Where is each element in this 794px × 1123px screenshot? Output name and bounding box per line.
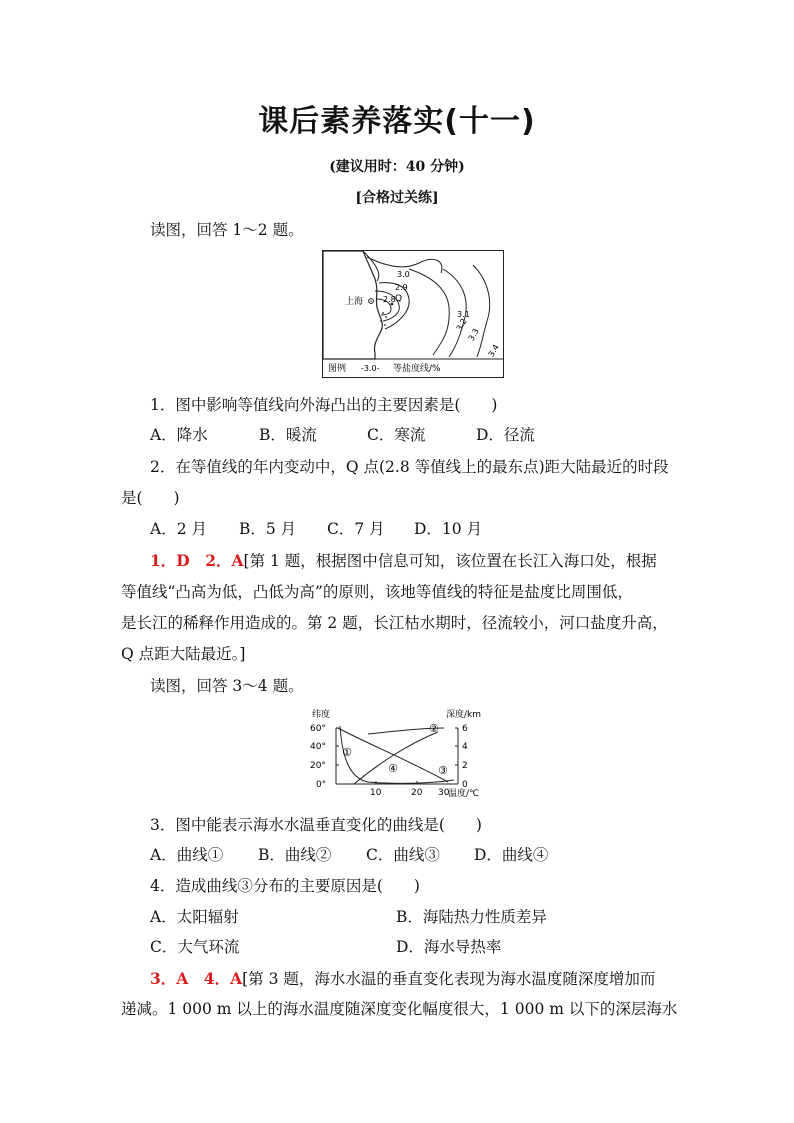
q2-option: A．2 月 xyxy=(150,520,207,538)
left-axis-title: 纬度 xyxy=(312,710,331,720)
isoline-label: 3.3 xyxy=(466,326,481,343)
question-4: 4．造成曲线③分布的主要原因是( ) xyxy=(150,877,420,895)
curve-label-3: ③ xyxy=(438,764,448,777)
legend-prefix: 图例 xyxy=(328,364,347,374)
legend-sample: -3.0- xyxy=(361,364,380,373)
q2-option: B．5 月 xyxy=(239,520,297,538)
answer-key: 1．D 2．A xyxy=(150,551,244,570)
q3-option: C．曲线③ xyxy=(366,846,440,864)
right-tick: 6 xyxy=(462,724,468,734)
legend-text: 等盐度线/% xyxy=(393,364,441,374)
temperature-graph xyxy=(308,704,508,798)
group2-intro: 读图，回答 3～4 题。 xyxy=(150,677,304,695)
curve-label-4: ④ xyxy=(388,762,398,775)
isoline-label: 2.9 xyxy=(395,283,408,292)
question-3: 3．图中能表示海水水温垂直变化的曲线是( ) xyxy=(150,816,482,834)
question-1: 1．图中影响等值线向外海凸出的主要因素是( ) xyxy=(150,396,498,414)
isoline-label: 3.4 xyxy=(486,342,501,359)
left-tick: 0° xyxy=(316,780,327,790)
answer-text: [第 1 题，根据图中信息可知，该位置在长江入海口处，根据 xyxy=(243,552,657,570)
q3-option: D．曲线④ xyxy=(474,846,549,864)
answer-3-4 xyxy=(150,967,655,989)
q1-option: A．降水 xyxy=(150,426,208,444)
answer-text: [第 3 题，海水水温的垂直变化表现为海水温度随深度增加而 xyxy=(242,970,656,988)
left-tick: 60° xyxy=(310,724,326,734)
x-tick: 10 xyxy=(370,788,382,798)
answer-1-2 xyxy=(150,549,657,571)
question-2-cont: 是( ) xyxy=(121,489,180,507)
right-tick: 0 xyxy=(462,780,468,790)
page-title: 课后素养落实(十一) xyxy=(258,104,536,139)
answer-key: 3．A 4．A xyxy=(150,969,243,988)
x-axis-title: 温度/℃ xyxy=(448,789,480,798)
curve-label-1: ① xyxy=(342,746,352,759)
q3-option: B．曲线② xyxy=(258,846,332,864)
question-2: 2．在等值线的年内变动中，Q 点(2.8 等值线上的最东点)距大陆最近的时段 xyxy=(150,458,669,476)
answer-text: 递减。1 000 m 以上的海水温度随深度变化幅度很大，1 000 m 以下的深层海水 xyxy=(121,1000,678,1018)
right-tick: 4 xyxy=(462,742,468,752)
curve-label-2: ② xyxy=(429,722,439,735)
left-tick: 40° xyxy=(310,742,326,752)
x-tick: 20 xyxy=(411,788,423,798)
answer-text: 是长江的稀释作用造成的。第 2 题，长江枯水期时，径流较小，河口盐度升高， xyxy=(121,614,668,632)
time-note: (建议用时：40 分钟) xyxy=(329,159,465,175)
q4-option: A．太阳辐射 xyxy=(150,908,239,926)
q1-option: C．寒流 xyxy=(367,426,426,444)
salinity-map xyxy=(322,250,504,378)
right-tick: 2 xyxy=(462,761,468,771)
answer-text: 等值线“凸高为低，凸低为高”的原则，该地等值线的特征是盐度比周围低， xyxy=(121,583,633,601)
q1-option: D．径流 xyxy=(476,426,535,444)
q3-option: A．曲线① xyxy=(150,846,224,864)
section-heading: [合格过关练] xyxy=(355,190,439,206)
q1-option: B．暖流 xyxy=(259,426,317,444)
q4-option: C．大气环流 xyxy=(150,938,240,956)
isoline-label: 3.2 xyxy=(454,316,469,333)
x-tick: 30 xyxy=(438,788,450,798)
right-axis-title: 深度/km xyxy=(446,710,482,720)
isoline-label: 3.0 xyxy=(397,270,410,279)
point-q-label: Q xyxy=(395,294,403,304)
city-label: 上海 xyxy=(345,297,364,307)
q4-option: B．海陆热力性质差异 xyxy=(396,908,547,926)
group1-intro: 读图，回答 1～2 题。 xyxy=(150,221,304,239)
q4-option: D．海水导热率 xyxy=(396,938,502,956)
left-tick: 20° xyxy=(310,761,326,771)
isoline-label: 3.1 xyxy=(457,310,470,319)
answer-text: Q 点距大陆最近。] xyxy=(121,645,246,663)
isoline-label: 2.8 xyxy=(383,295,396,304)
q2-option: C．7 月 xyxy=(327,520,385,538)
q2-option: D．10 月 xyxy=(414,520,483,538)
